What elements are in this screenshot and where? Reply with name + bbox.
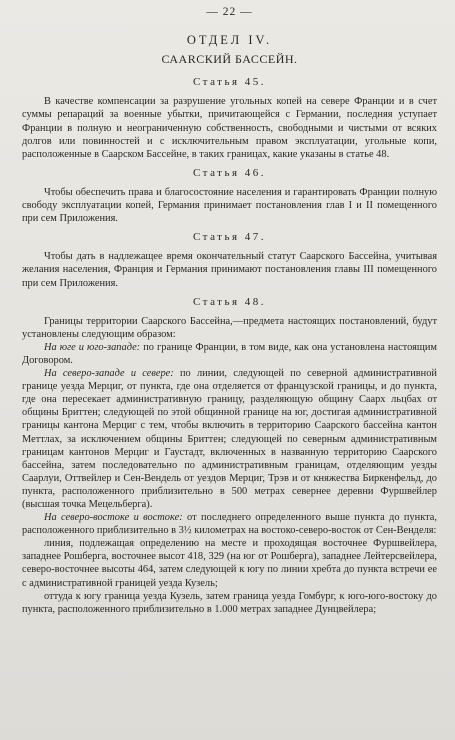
page-number: — 22 — [206,6,253,18]
article-48-south [22,341,437,367]
article-48-northeast-text: от последнего определенного выше пункта до пункта, расположенного приблизительно в 3½ километрах на востоко-северо-восток от Сен-Венделя: [22,512,437,537]
article-46-text: Чтобы обеспечить права и благосостояние населения и гарантировать Франции полную свободу эксплуатации копей, Германия принимает постановления глав I и II помещенного при сем Приложения. [22,186,437,225]
article-48-northwest-label: На северо-западе и севере: [44,368,174,380]
article-48-title: Статья 48. [192,295,267,308]
article-48-northeast [22,511,437,537]
article-48-northwest [22,367,437,511]
article-48-line: линия, подлежащая определению на месте и проходящая восточнее Фуршвейлера, западнее Рошберга, восточнее высот 418, 329 (на юг от Рошберга), западнее Лейтерсвейлера, северо-восточнее высоты 464, затем следующей к югу по линии хребта до пункта встречи ее с административной границей уезда Кузель; [22,538,437,589]
article-45-title: Статья 45. [192,76,267,89]
section-title: ОТДЕЛ IV. [186,33,273,48]
article-47-title: Статья 47. [192,231,267,244]
article-48-south-text: по границе Франции, в том виде, как она установлена настоящим Договором. [22,341,438,366]
article-48-intro: Границы территории Саарского Бассейна,—предмета настоящих постановлений, будут установлены следующим образом: [22,315,437,340]
article-48-last: оттуда к югу граница уезда Кузель, затем граница уезда Гомбург, к юго-юго-востоку до пункта, расположенного приблизительно в 1.000 метрах западнее Дунцвейлера; [22,590,437,615]
article-45-text: В качестве компенсации за разрушение угольных копей на севере Франции и в счет суммы репараций за военные убытки, причитающейся с Германии, последняя уступает Франции в полную и неограниченную собственность, свободными и чистыми от всяких долгов или повинностей и с исключительным правом эксплуатации, угольные копи, расположенные в Саарском Бассейне, в таких границах, какие указаны в статье 48. [22,96,437,160]
article-48-northeast-label: На северо-востоке и востоке: [44,512,183,524]
article-48-south-label: На юге и юго-западе: [44,341,141,353]
section-heading: САARСКИЙ БАССЕЙН. [161,52,298,67]
article-48-northwest-text: по линии, следующей по северной административной границе уезда Мерциг, от пункта, где она отделяется от французской границы, и до пункта, где она пересекает административную границу, разделяющую общину Саарх льцбах от общины Бриттен; следующей по этой общинной границе на юг, достигая административной границы кантона Мерциг с тем, чтобы включить в территорию Саарского бассейна кантон Меттлах, за исключением общины Бриттен; следующей по северным административным границам кантонов Мерциг и Гаустадт, включенных в названную территорию Саарского бассейна, затем последовательно по административным границам, отделяющим уезды Саарлуи, Оттвейлер и Сен-Вендель от уездов Мерциг, Трэв и от княжества Биркенфельд, до пункта, расположенного приблизительно в 500 метрах севернее деревни Фуршвейлер (высшая точка Мецельберга). [22,368,437,510]
article-47-text: Чтобы дать в надлежащее время окончательный статут Саарского Бассейна, учитывая желания населения, Франция и Германия принимают постановления главы III помещенного при сем Приложения. [22,251,437,289]
article-46-title: Статья 46. [192,166,267,179]
